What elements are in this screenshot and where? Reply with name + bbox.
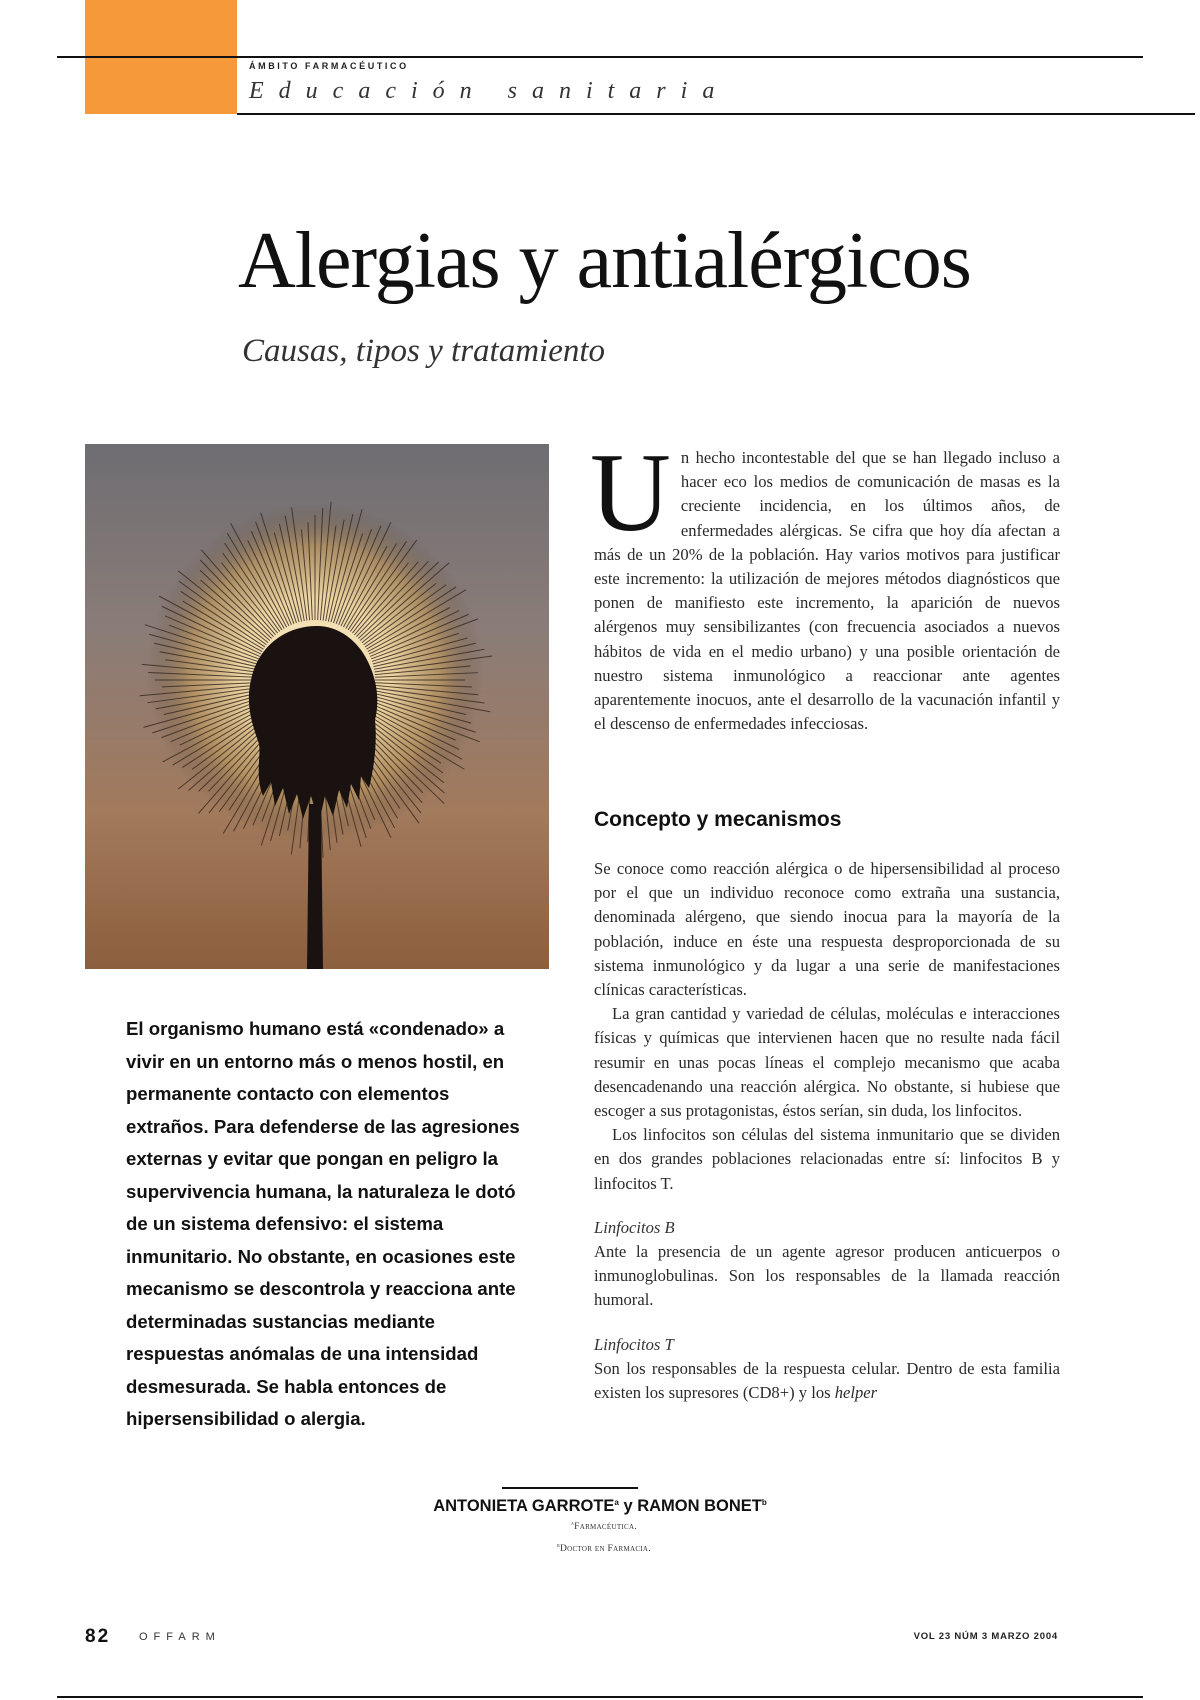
paragraph-linfocitos-b: Ante la presencia de un agente agresor producen anticuerpos o inmunoglobulinas. Son los responsables de la llamada reacción humoral. [594,1242,1060,1310]
header-kicker: ÁMBITO FARMACÉUTICO [249,61,409,71]
affiliation-1-text: Farmacéutica. [574,1522,638,1533]
bottom-rule [57,1696,1143,1698]
journal-name: OFFARM [139,1631,221,1643]
concept-body [594,857,1060,1405]
volume-info: VOL 23 NÚM 3 MARZO 2004 [913,1631,1058,1642]
subheading-linfocitos-t: Linfocitos T [594,1334,674,1354]
affiliation-2-sup: b [557,1543,560,1549]
article-subtitle: Causas, tipos y tratamiento [242,333,606,369]
drop-cap: U [590,431,671,555]
linfocitos-t-italic: helper [834,1383,878,1403]
article-title: Alergias y antialérgicos [238,217,971,305]
pull-quote: El organismo humano está «condenado» a vivir en un entorno más o menos hostil, en permanente contacto con elementos extraños. Para defenderse de las agresiones externas y evitar que pongan en peligro la supervivencia humana, la naturaleza le dotó de un sistema defensivo: el sistema inmunitario. No obstante, en ocasiones este mecanismo se descontrola y reacciona ante determinadas sustancias mediante respuestas anómalas de una intensidad desmesurada. Se habla entonces de hipersensibilidad o alergia. [126,1018,520,1429]
paragraph-linfocitos-t [594,1357,1060,1405]
author-2: RAMON BONET [637,1497,762,1515]
author-rule [502,1487,638,1489]
author-line [0,1497,1200,1516]
section-heading: Concepto y mecanismos [594,808,842,831]
header-rule [237,113,1195,115]
affiliation-1-sup: a [570,1521,575,1527]
concept-paragraph-1: Se conoce como reacción alérgica o de hipersensibilidad al proceso por el que un individuo reconoce como extraña una sustancia, denominada alérgeno, que siendo inocua para la mayoría de la población, induce en éste una respuesta desproporcionada de su sistema inmunológico y da lugar a una serie de manifestaciones clínicas características. [594,859,1060,1000]
author-1: ANTONIETA GARROTE [433,1497,615,1515]
dandelion-photo [85,444,549,969]
intro-paragraph [590,431,1060,736]
top-rule [57,56,1143,58]
author-1-sup: a [614,1498,619,1507]
affiliation-2 [4,1543,1200,1554]
intro-text: n hecho incontestable del que se han llegado incluso a hacer eco los medios de comunicación de masas es la creciente incidencia, en los últimos años, de enfermedades alérgicas. Se cifra que hoy día afectan a más de un 20% de la población. Hay varios motivos para justificar este incremento: la utilización de mejores métodos diagnósticos que ponen de manifiesto este incremento, la aparición de nuevos alérgenos muy sensibilizantes (con frecuencia asociados a nuevos hábitos de vida en el medio urbano) y una posible orientación de nuestro sistema inmunológico a reaccionar ante agentes aparentemente inocuos, ante el desarrollo de la vacunación infantil y el descenso de enfermedades infecciosas. [594,448,1060,734]
concept-paragraph-2: La gran cantidad y variedad de células, moléculas e interacciones físicas y químicas que intervienen hacen que no resulte nada fácil resumir en unas pocas líneas el complejo mecanismo que acaba desencadenando una reacción alérgica. No obstante, si hubiese que escoger a sus protagonistas, éstos serían, sin duda, los linfocitos. [594,1004,1060,1121]
subheading-linfocitos-b: Linfocitos B [594,1217,675,1237]
affiliation-2-text: Doctor en Farmacia. [560,1544,651,1555]
author-2-sup: b [761,1498,767,1507]
section-label: Educación sanitaria [249,78,730,104]
page-number: 82 [85,1626,111,1647]
author-connector: y [618,1497,638,1515]
affiliation-1 [4,1521,1200,1532]
concept-paragraph-3: Los linfocitos son células del sistema inmunitario que se dividen en dos grandes poblaciones relacionadas entre sí: linfocitos B y linfocitos T. [594,1125,1060,1193]
linfocitos-t-text: Son los responsables de la respuesta celular. Dentro de esta familia existen los supresores (CD8+) y los [594,1358,1060,1403]
